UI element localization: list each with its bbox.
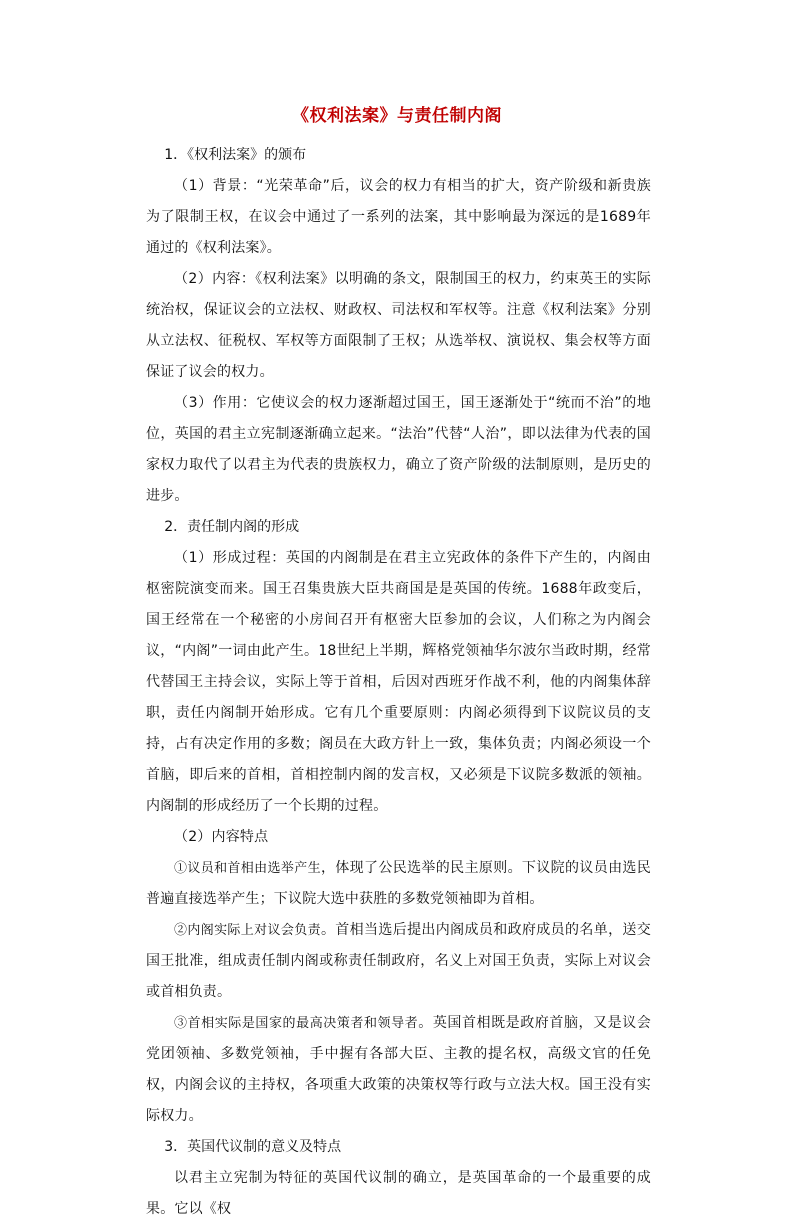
section-1-content: （2）内容：《权利法案》以明确的条文，限制国王的权力，约束英王的实际统治权，保证议会的立法权、财政权、司法权和军权等。注意《权利法案》分别从立法权、征税权、军权等方面限制了王权；从选举权、演说权、集会权等方面保证了议会的权力。 [146,271,651,380]
point-1-lead: ①议员和首相由选举产生 [174,861,321,876]
point-1-text: ，体现了公民选举的民主原则。下议院的议员由选民普遍直接选举产生；下议院大选中获胜的多数党领袖即为首相。 [146,860,651,907]
section-2-point-1 [146,853,651,915]
section-1-background: （1）背景：“光荣革命”后，议会的权力有相当的扩大，资产阶级和新贵族为了限制王权，在议会中通过了一系列的法案，其中影响最为深远的是1689年通过的《权利法案》。 [146,178,651,256]
section-1-effect: （3）作用：它使议会的权力逐渐超过国王，国王逐渐处于“统而不治”的地位，英国的君主立宪制逐渐确立起来。“法治”代替“人治”，即以法律为代表的国家权力取代了以君主为代表的贵族权力，确立了资产阶级的法制原则，是历史的进步。 [146,395,651,504]
section-3-heading: 3．英国代议制的意义及特点 [164,1139,342,1155]
point-3-lead: ③首相实际是国家的最高决策者和领导者 [174,1016,419,1031]
point-3-text: 。英国首相既是政府首脑，又是议会党团领袖、多数党领袖，手中握有各部大臣、主教的提名权，高级文官的任免权，内阁会议的主持权，各项重大政策的决策权等行政与立法大权。国王没有实际权力。 [146,1015,651,1124]
section-2-heading: 2．责任制内阁的形成 [164,519,300,535]
point-2-text: 。首相当选后提出内阁成员和政府成员的名单，送交国王批准，组成责任制内阁或称责任制政府，名义上对国王负责，实际上对议会或首相负责。 [146,922,651,1000]
section-2-point-2 [146,915,651,1008]
section-1-heading: 1．《权利法案》的颁布 [164,147,307,163]
document-body [146,140,651,1225]
document-title: 《权利法案》与责任制内阁 [292,106,502,126]
section-3-paragraph: 以君主立宪制为特征的英国代议制的确立，是英国革命的一个最重要的成果。它以《权 [146,1170,651,1217]
section-2-point-3 [146,1008,651,1132]
section-2-formation: （1）形成过程：英国的内阁制是在君主立宪政体的条件下产生的，内阁由枢密院演变而来。国王召集贵族大臣共商国是是英国的传统。1688年政变后，国王经常在一个秘密的小房间召开有枢密大臣参加的会议，人们称之为内阁会议，“内阁”一词由此产生。18世纪上半期，辉格党领袖华尔波尔当政时期，经常代替国王主持会议，实际上等于首相，后因对西班牙作战不利，他的内阁集体辞职，责任内阁制开始形成。它有几个重要原则：内阁必须得到下议院议员的支持，占有决定作用的多数；阁员在大政方针上一致，集体负责；内阁必须设一个首脑，即后来的首相，首相控制内阁的发言权，又必须是下议院多数派的领袖。内阁制的形成经历了一个长期的过程。 [146,550,651,814]
point-2-lead: ②内阁实际上对议会负责 [174,923,321,938]
section-2-features-heading: （2）内容特点 [174,829,269,845]
